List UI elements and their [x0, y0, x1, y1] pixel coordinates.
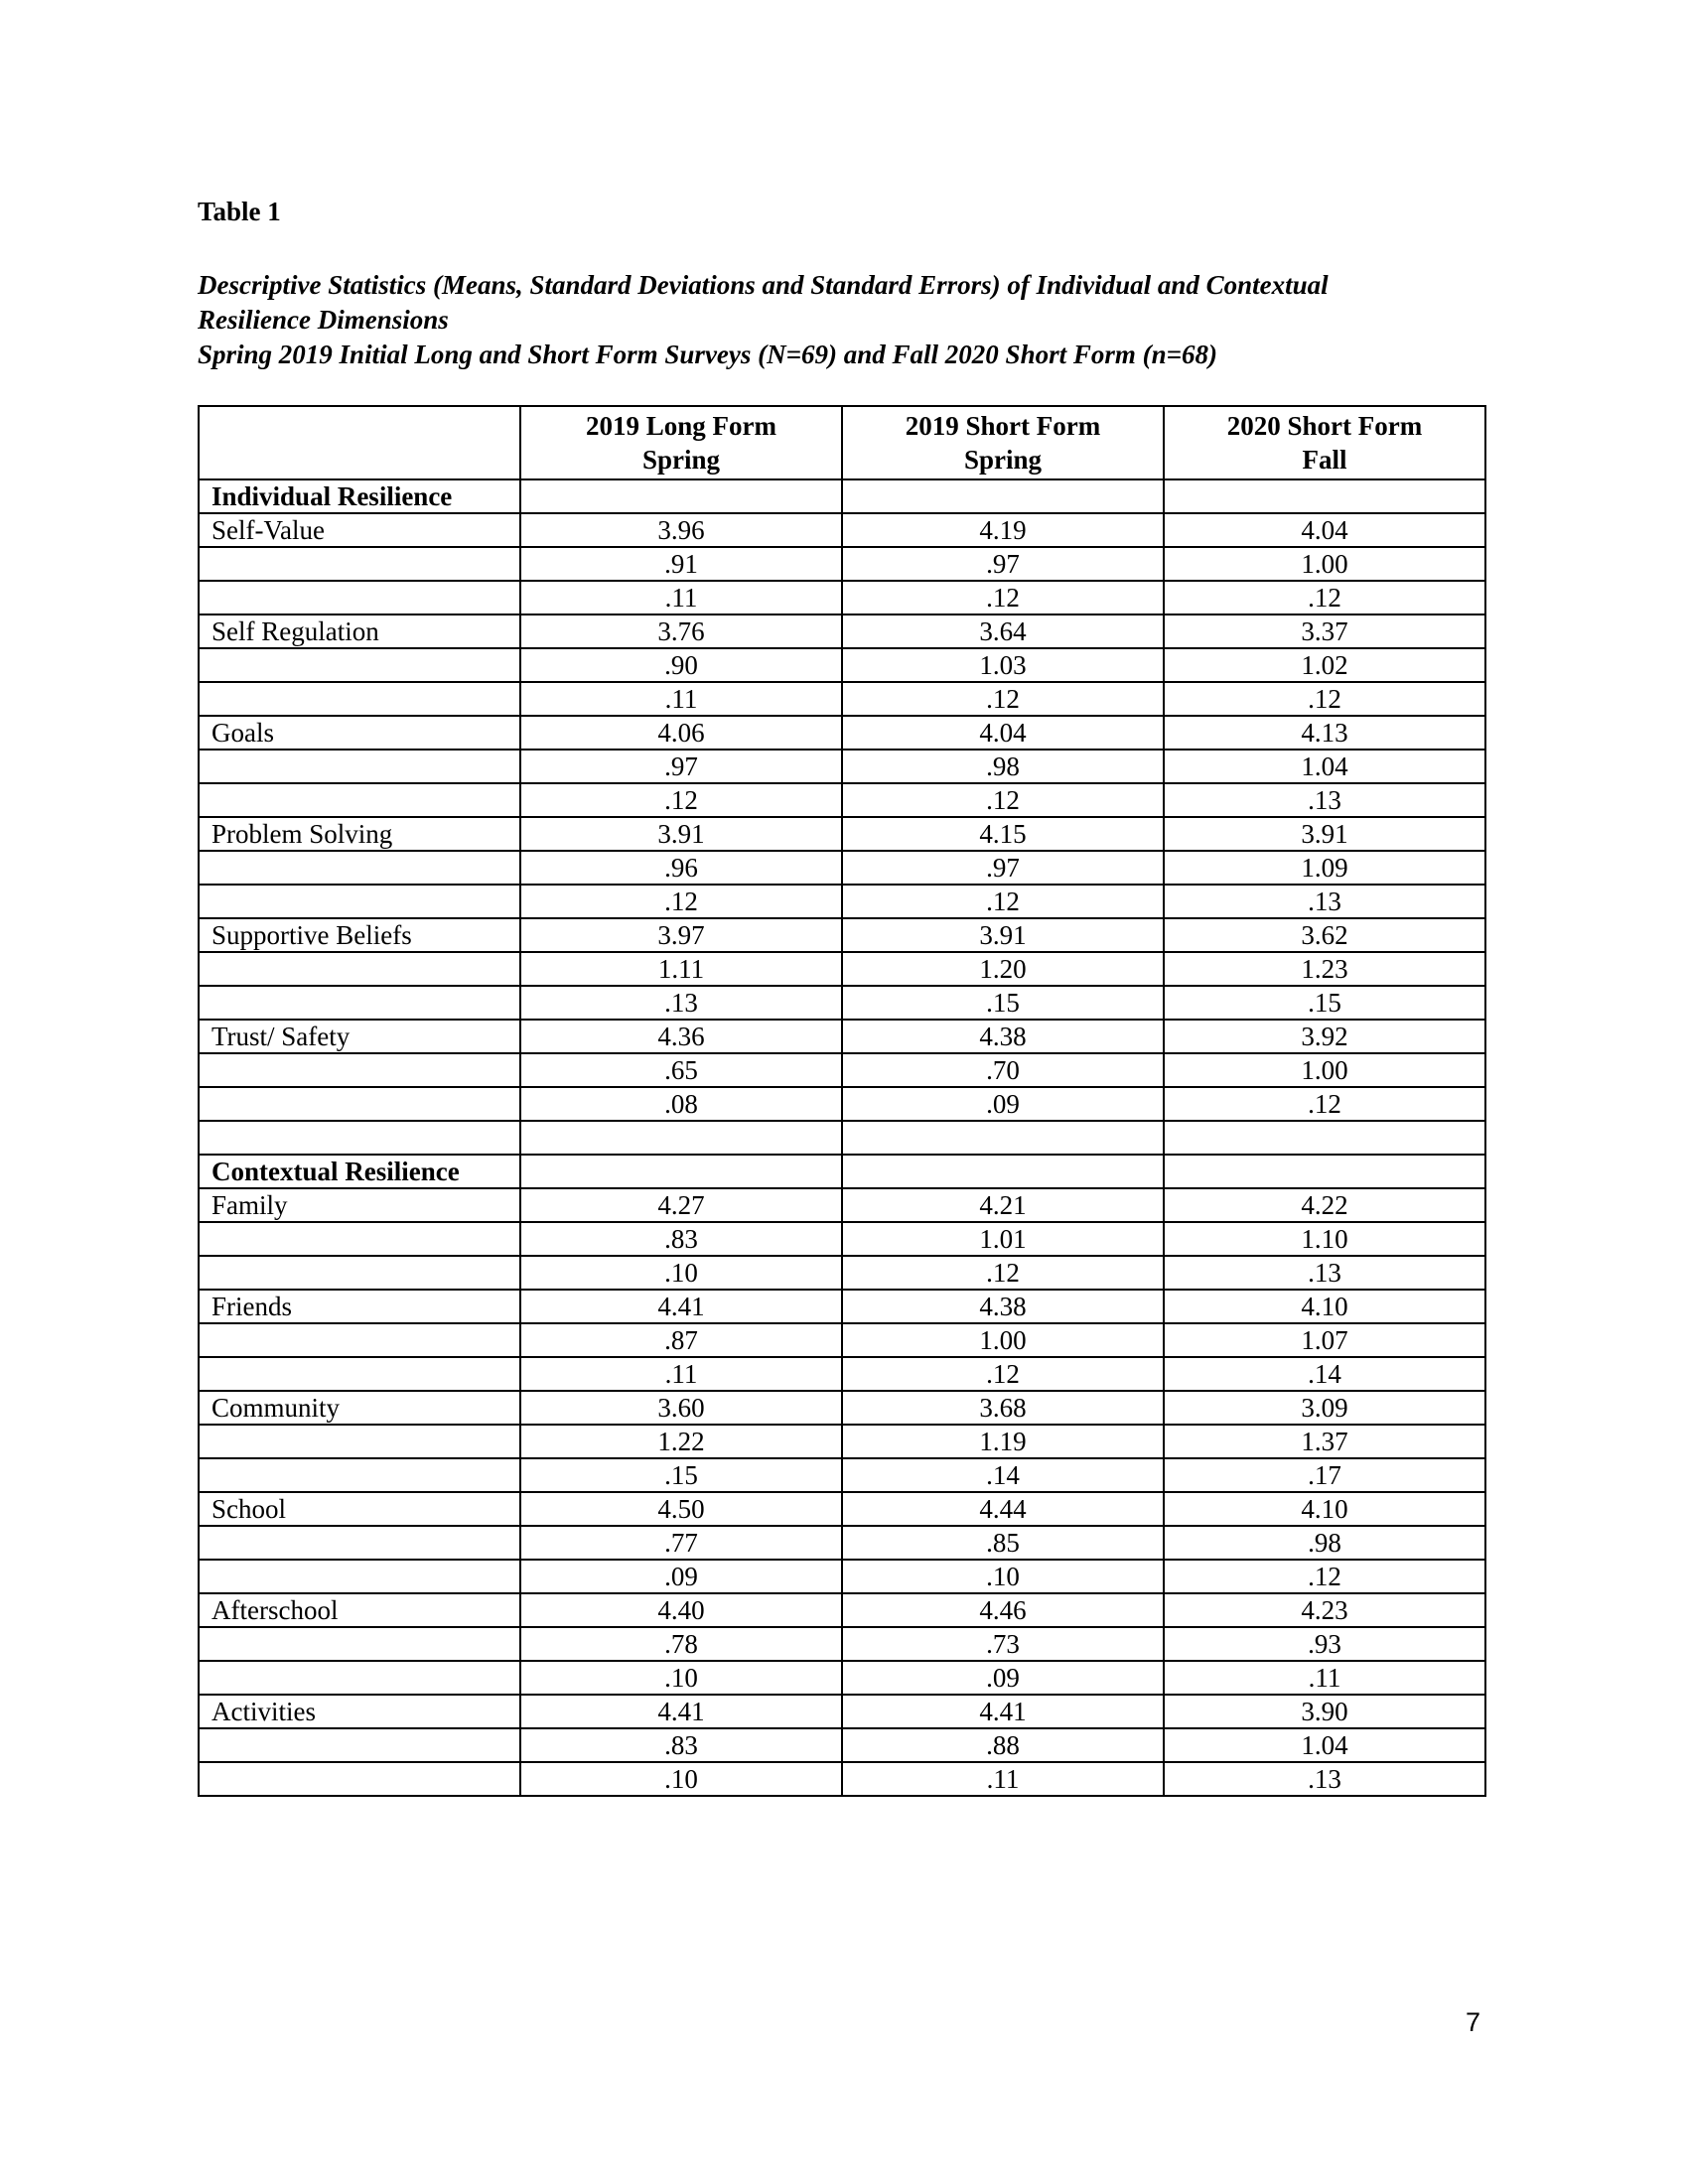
value-cell: 3.64 — [842, 614, 1164, 648]
table-row — [199, 986, 1485, 1020]
row-label — [199, 851, 520, 885]
value-cell: .97 — [842, 547, 1164, 581]
table-header-row — [199, 406, 1485, 479]
value-cell: 4.50 — [520, 1492, 842, 1526]
row-label: Afterschool — [199, 1593, 520, 1627]
table-row — [199, 513, 1485, 547]
table-row — [199, 1762, 1485, 1796]
value-cell: .78 — [520, 1627, 842, 1661]
table-row — [199, 1526, 1485, 1560]
caption-line: Spring 2019 Initial Long and Short Form Surveys (N=69) and Fall 2020 Short Form (n=68) — [198, 340, 1217, 369]
table-row — [199, 1458, 1485, 1492]
value-cell: .83 — [520, 1222, 842, 1256]
value-cell: .12 — [1164, 1560, 1485, 1593]
value-cell: 3.60 — [520, 1391, 842, 1425]
value-cell: .14 — [842, 1458, 1164, 1492]
value-cell: 1.23 — [1164, 952, 1485, 986]
row-label — [199, 1458, 520, 1492]
value-cell: 3.97 — [520, 918, 842, 952]
value-cell: .14 — [1164, 1357, 1485, 1391]
value-cell — [842, 1121, 1164, 1155]
value-cell: 1.04 — [1164, 750, 1485, 783]
column-header — [1164, 406, 1485, 479]
table-row — [199, 918, 1485, 952]
caption-line: Resilience Dimensions — [198, 305, 449, 335]
value-cell — [520, 1121, 842, 1155]
value-cell: .10 — [520, 1661, 842, 1695]
row-label: Family — [199, 1188, 520, 1222]
header-blank-cell — [199, 406, 520, 479]
table-row — [199, 1020, 1485, 1053]
table-row — [199, 1492, 1485, 1526]
row-label — [199, 1762, 520, 1796]
value-cell: 4.10 — [1164, 1492, 1485, 1526]
table-row — [199, 1188, 1485, 1222]
row-label: Supportive Beliefs — [199, 918, 520, 952]
value-cell: 1.00 — [842, 1323, 1164, 1357]
value-cell — [520, 1155, 842, 1188]
value-cell: .13 — [1164, 783, 1485, 817]
value-cell: .12 — [520, 783, 842, 817]
value-cell: 1.00 — [1164, 1053, 1485, 1087]
column-header — [520, 406, 842, 479]
row-label — [199, 986, 520, 1020]
table-row — [199, 817, 1485, 851]
table-row — [199, 1661, 1485, 1695]
value-cell: .15 — [520, 1458, 842, 1492]
value-cell: 4.38 — [842, 1290, 1164, 1323]
value-cell: 4.22 — [1164, 1188, 1485, 1222]
row-label — [199, 885, 520, 918]
value-cell — [842, 479, 1164, 513]
column-header — [842, 406, 1164, 479]
table-row — [199, 851, 1485, 885]
row-label — [199, 1728, 520, 1762]
table-row — [199, 581, 1485, 614]
table-row — [199, 1087, 1485, 1121]
column-header-line: 2019 Short Form — [905, 411, 1101, 441]
section-label: Contextual Resilience — [199, 1155, 520, 1188]
value-cell: .17 — [1164, 1458, 1485, 1492]
row-label — [199, 648, 520, 682]
table-row — [199, 547, 1485, 581]
column-header-line: 2019 Long Form — [586, 411, 776, 441]
row-label — [199, 1357, 520, 1391]
value-cell: .11 — [1164, 1661, 1485, 1695]
value-cell: 1.07 — [1164, 1323, 1485, 1357]
value-cell: .83 — [520, 1728, 842, 1762]
value-cell: .10 — [520, 1256, 842, 1290]
value-cell: 3.76 — [520, 614, 842, 648]
value-cell: .09 — [842, 1087, 1164, 1121]
value-cell: 1.01 — [842, 1222, 1164, 1256]
row-label — [199, 1425, 520, 1458]
table-row — [199, 614, 1485, 648]
value-cell: .10 — [842, 1560, 1164, 1593]
value-cell: .12 — [842, 1256, 1164, 1290]
value-cell: .11 — [520, 1357, 842, 1391]
value-cell: 4.10 — [1164, 1290, 1485, 1323]
value-cell: .93 — [1164, 1627, 1485, 1661]
column-header-line: 2020 Short Form — [1226, 411, 1423, 441]
value-cell: .90 — [520, 648, 842, 682]
row-label — [199, 1661, 520, 1695]
value-cell: .12 — [842, 581, 1164, 614]
value-cell: .08 — [520, 1087, 842, 1121]
row-label — [199, 1560, 520, 1593]
row-label — [199, 1256, 520, 1290]
row-label — [199, 581, 520, 614]
value-cell: .15 — [842, 986, 1164, 1020]
value-cell: .10 — [520, 1762, 842, 1796]
section-header-row — [199, 479, 1485, 513]
value-cell: .70 — [842, 1053, 1164, 1087]
value-cell: 4.15 — [842, 817, 1164, 851]
value-cell: 3.91 — [520, 817, 842, 851]
value-cell: 4.04 — [842, 716, 1164, 750]
value-cell: 1.02 — [1164, 648, 1485, 682]
value-cell: 3.91 — [1164, 817, 1485, 851]
table-caption — [198, 268, 1488, 372]
value-cell: 3.09 — [1164, 1391, 1485, 1425]
row-label: Goals — [199, 716, 520, 750]
value-cell: 1.11 — [520, 952, 842, 986]
value-cell: 4.21 — [842, 1188, 1164, 1222]
value-cell: 4.23 — [1164, 1593, 1485, 1627]
value-cell: 4.06 — [520, 716, 842, 750]
row-label — [199, 1087, 520, 1121]
value-cell: 1.19 — [842, 1425, 1164, 1458]
row-label: Trust/ Safety — [199, 1020, 520, 1053]
row-label: Friends — [199, 1290, 520, 1323]
value-cell: .13 — [1164, 1256, 1485, 1290]
value-cell — [520, 479, 842, 513]
value-cell: 1.04 — [1164, 1728, 1485, 1762]
value-cell: 1.22 — [520, 1425, 842, 1458]
value-cell: .65 — [520, 1053, 842, 1087]
value-cell: .73 — [842, 1627, 1164, 1661]
value-cell: 3.37 — [1164, 614, 1485, 648]
table-row — [199, 716, 1485, 750]
value-cell — [1164, 479, 1485, 513]
page-number: 7 — [1466, 2007, 1481, 2037]
value-cell: 1.00 — [1164, 547, 1485, 581]
row-label: Problem Solving — [199, 817, 520, 851]
value-cell: 4.38 — [842, 1020, 1164, 1053]
value-cell: .91 — [520, 547, 842, 581]
value-cell: 4.46 — [842, 1593, 1164, 1627]
value-cell: .09 — [520, 1560, 842, 1593]
table-row — [199, 1593, 1485, 1627]
table-row — [199, 1391, 1485, 1425]
statistics-table — [198, 405, 1486, 1797]
table-row — [199, 783, 1485, 817]
value-cell: .11 — [520, 581, 842, 614]
value-cell: 3.92 — [1164, 1020, 1485, 1053]
column-header-line: Spring — [641, 445, 721, 475]
value-cell: 1.20 — [842, 952, 1164, 986]
value-cell — [1164, 1155, 1485, 1188]
value-cell: .12 — [1164, 1087, 1485, 1121]
value-cell: .12 — [842, 682, 1164, 716]
value-cell: 3.96 — [520, 513, 842, 547]
row-label — [199, 547, 520, 581]
value-cell: 4.40 — [520, 1593, 842, 1627]
table-row — [199, 952, 1485, 986]
value-cell: .97 — [842, 851, 1164, 885]
row-label — [199, 1121, 520, 1155]
column-header-line: Spring — [963, 445, 1043, 475]
value-cell: .15 — [1164, 986, 1485, 1020]
section-label: Individual Resilience — [199, 479, 520, 513]
value-cell: .12 — [842, 1357, 1164, 1391]
table-row — [199, 1256, 1485, 1290]
value-cell: .11 — [520, 682, 842, 716]
value-cell: .96 — [520, 851, 842, 885]
value-cell: 3.90 — [1164, 1695, 1485, 1728]
value-cell: 1.37 — [1164, 1425, 1485, 1458]
value-cell: 4.41 — [520, 1290, 842, 1323]
table-row — [199, 1627, 1485, 1661]
value-cell: 4.41 — [520, 1695, 842, 1728]
value-cell: .13 — [520, 986, 842, 1020]
value-cell: 4.41 — [842, 1695, 1164, 1728]
row-label — [199, 1627, 520, 1661]
row-label: School — [199, 1492, 520, 1526]
value-cell: .87 — [520, 1323, 842, 1357]
row-label — [199, 783, 520, 817]
column-header-line: Fall — [1302, 445, 1347, 475]
table-row — [199, 885, 1485, 918]
value-cell: .09 — [842, 1661, 1164, 1695]
table-row — [199, 648, 1485, 682]
table-row — [199, 1121, 1485, 1155]
table-row — [199, 1695, 1485, 1728]
row-label: Self-Value — [199, 513, 520, 547]
row-label — [199, 1323, 520, 1357]
value-cell: .12 — [1164, 581, 1485, 614]
table-body — [199, 479, 1485, 1796]
table-row — [199, 1425, 1485, 1458]
value-cell: 1.10 — [1164, 1222, 1485, 1256]
section-header-row — [199, 1155, 1485, 1188]
table-label: Table 1 — [198, 197, 281, 226]
row-label: Community — [199, 1391, 520, 1425]
row-label — [199, 750, 520, 783]
value-cell: .13 — [1164, 1762, 1485, 1796]
table-row — [199, 1357, 1485, 1391]
table-row — [199, 1323, 1485, 1357]
value-cell: 1.09 — [1164, 851, 1485, 885]
table-row — [199, 682, 1485, 716]
value-cell: .98 — [842, 750, 1164, 783]
value-cell: .88 — [842, 1728, 1164, 1762]
value-cell: .12 — [842, 885, 1164, 918]
table-row — [199, 750, 1485, 783]
value-cell: .12 — [842, 783, 1164, 817]
value-cell: 3.68 — [842, 1391, 1164, 1425]
table-row — [199, 1728, 1485, 1762]
row-label — [199, 682, 520, 716]
row-label — [199, 952, 520, 986]
value-cell: .11 — [842, 1762, 1164, 1796]
value-cell: .85 — [842, 1526, 1164, 1560]
table-row — [199, 1222, 1485, 1256]
value-cell: .97 — [520, 750, 842, 783]
value-cell: .12 — [520, 885, 842, 918]
row-label — [199, 1053, 520, 1087]
value-cell: 1.03 — [842, 648, 1164, 682]
table-row — [199, 1290, 1485, 1323]
value-cell: 4.19 — [842, 513, 1164, 547]
caption-line: Descriptive Statistics (Means, Standard Deviations and Standard Errors) of Individual and Contextual — [198, 270, 1329, 300]
table-row — [199, 1560, 1485, 1593]
value-cell: 4.27 — [520, 1188, 842, 1222]
value-cell: 4.44 — [842, 1492, 1164, 1526]
value-cell: .98 — [1164, 1526, 1485, 1560]
value-cell: 4.04 — [1164, 513, 1485, 547]
row-label — [199, 1222, 520, 1256]
value-cell — [842, 1155, 1164, 1188]
value-cell: .77 — [520, 1526, 842, 1560]
row-label — [199, 1526, 520, 1560]
value-cell: 4.13 — [1164, 716, 1485, 750]
value-cell: 3.91 — [842, 918, 1164, 952]
value-cell: .12 — [1164, 682, 1485, 716]
value-cell: 4.36 — [520, 1020, 842, 1053]
row-label: Activities — [199, 1695, 520, 1728]
value-cell: 3.62 — [1164, 918, 1485, 952]
row-label: Self Regulation — [199, 614, 520, 648]
table-row — [199, 1053, 1485, 1087]
value-cell — [1164, 1121, 1485, 1155]
value-cell: .13 — [1164, 885, 1485, 918]
